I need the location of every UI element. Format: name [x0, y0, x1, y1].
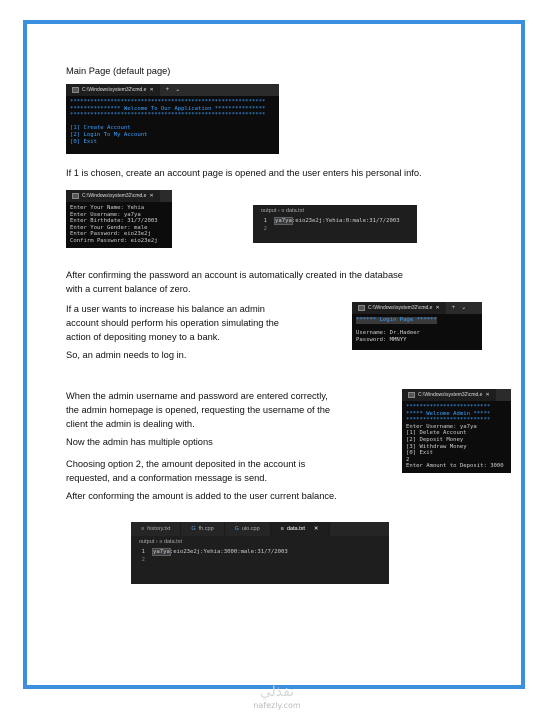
- breadcrumb-folder[interactable]: output: [139, 539, 155, 545]
- code-line[interactable]: [253, 217, 417, 225]
- code-line[interactable]: [253, 225, 417, 233]
- terminal-line: *************************: [406, 404, 491, 410]
- editor-updated-data: [131, 522, 389, 584]
- terminal-line: [1] Create Account: [70, 125, 131, 132]
- terminal-admin-menu: [402, 389, 511, 473]
- line-number: 2: [263, 226, 267, 232]
- terminal-line: *************************: [406, 417, 491, 424]
- terminal-line: [3] Withdraw Money: [406, 443, 467, 450]
- terminal-line: Password: MMNYY: [356, 336, 407, 343]
- terminal-line: **********************************************************: [70, 99, 266, 105]
- cmd-icon: [408, 392, 415, 398]
- line-number: 2: [141, 557, 145, 563]
- terminal-output: [352, 314, 482, 346]
- code-text: :eio23e2j:Yehia:0:male:31/7/2003: [291, 218, 400, 224]
- terminal-line: [0] Exit: [406, 450, 433, 457]
- terminal-titlebar: [352, 302, 482, 314]
- close-icon[interactable]: ✕: [435, 304, 440, 311]
- terminal-line: 2: [406, 456, 410, 463]
- watermark-url: nafezly.com: [253, 701, 301, 710]
- terminal-line: Enter Amount to Deposit: 3000: [406, 463, 504, 470]
- text-balance-added: After conforming the amount is added to the user current balance.: [66, 491, 337, 501]
- terminal-line: [2] Login To My Account: [70, 131, 148, 138]
- breadcrumb-file[interactable]: data.txt: [285, 208, 304, 214]
- highlighted-username: ya7ya: [153, 549, 170, 555]
- text-admin-needed: [66, 302, 279, 344]
- editor-tabs: [131, 522, 389, 536]
- terminal-line: **********************************************************: [70, 112, 266, 119]
- tab-label: history.txt: [147, 526, 171, 532]
- terminal-create-account: [66, 190, 172, 248]
- line-number: 1: [141, 549, 145, 555]
- text-line: client the admin is dealing with.: [66, 419, 195, 429]
- file-icon: ≡: [281, 208, 285, 214]
- text-line: Choosing option 2, the amount deposited in the account is: [66, 459, 306, 469]
- highlighted-username: ya7ya: [275, 218, 292, 224]
- terminal-output: [402, 401, 511, 473]
- terminal-line: Confirm Password: eio23e2j: [70, 237, 158, 244]
- terminal-line: [1] Delete Account: [406, 430, 467, 437]
- text-line: action of depositing money to a bank.: [66, 332, 221, 342]
- editor-data-file: [253, 205, 417, 243]
- text-line: requested, and a conformation message is send.: [66, 473, 268, 483]
- tab-fh-cpp[interactable]: [181, 522, 224, 536]
- terminal-line: Enter Password: eio23e2j: [70, 231, 151, 238]
- terminal-titlebar: [66, 84, 279, 96]
- terminal-line: Enter Your Gender: male: [70, 224, 148, 231]
- text-create-account: If 1 is chosen, create an account page is opened and the user enters his personal info.: [66, 168, 422, 178]
- watermark-arabic: نفذلي: [259, 684, 295, 700]
- terminal-line: [2] Deposit Money: [406, 436, 464, 443]
- terminal-line: Enter Username: ya7ya: [70, 211, 141, 218]
- terminal-main-page: [66, 84, 279, 154]
- text-main-page: Main Page (default page): [66, 66, 171, 76]
- tab-uio-cpp[interactable]: [225, 522, 271, 536]
- cmd-icon: [72, 87, 79, 93]
- tab-history[interactable]: [131, 522, 181, 536]
- close-icon[interactable]: ✕: [485, 391, 490, 398]
- cpp-icon: G: [191, 526, 196, 532]
- terminal-title: C:\Windows\system32\cmd.e: [418, 391, 483, 398]
- text-line: account should perform his operation simulating the: [66, 318, 279, 328]
- terminal-line: Enter Birthdate: 31/7/2003: [70, 218, 158, 225]
- text-admin-login: So, an admin needs to log in.: [66, 350, 187, 360]
- terminal-line: [0] Exit: [70, 138, 97, 145]
- breadcrumb: output › ≡ data.txt: [139, 539, 182, 545]
- tab-label: data.txt: [286, 526, 305, 532]
- terminal-titlebar: [402, 389, 511, 401]
- close-icon[interactable]: ✕: [149, 192, 154, 199]
- line-number: 1: [263, 218, 267, 224]
- text-line: the admin homepage is opened, requesting the username of the: [66, 405, 331, 415]
- terminal-title: C:\Windows\system32\cmd.e: [82, 192, 147, 199]
- terminal-line: Enter Your Name: Yehia: [70, 205, 145, 211]
- text-line: If a user wants to increase his balance an admin: [66, 304, 265, 314]
- file-icon: ≡: [280, 526, 284, 532]
- terminal-line: Enter Username: ya7ya: [406, 423, 477, 430]
- text-option-2: [66, 457, 305, 485]
- cpp-icon: G: [234, 526, 239, 532]
- text-admin-options: Now the admin has multiple options: [66, 437, 213, 447]
- code-line[interactable]: [131, 556, 389, 564]
- text-line: After confirming the password an account is automatically created in the database: [66, 270, 403, 280]
- terminal-line: ***** Welcome Admin *****: [406, 410, 491, 417]
- new-tab-icon[interactable]: +: [165, 86, 170, 93]
- breadcrumb-folder[interactable]: output: [261, 208, 277, 214]
- text-line: When the admin username and password are entered correctly,: [66, 391, 328, 401]
- cmd-icon: [72, 193, 79, 199]
- terminal-titlebar: [66, 190, 172, 202]
- cmd-icon: [358, 305, 365, 311]
- terminal-line: Username: Dr.Hadeer: [356, 330, 420, 337]
- close-icon[interactable]: ✕: [149, 86, 154, 93]
- chevron-down-icon[interactable]: ⌄: [461, 304, 467, 311]
- close-icon[interactable]: ✕: [313, 526, 319, 532]
- text-account-created: [66, 268, 403, 296]
- terminal-line: ****** Login Page ******: [356, 317, 437, 323]
- breadcrumb: output › ≡ data.txt: [261, 208, 304, 214]
- terminal-login-page: [352, 302, 482, 350]
- text-admin-homepage: [66, 389, 330, 431]
- tab-label: fh.cpp: [198, 526, 214, 532]
- terminal-title: C:\Windows\system32\cmd.e: [82, 86, 147, 93]
- breadcrumb-file[interactable]: data.txt: [163, 539, 182, 545]
- text-line: with a current balance of zero.: [66, 284, 191, 294]
- chevron-down-icon[interactable]: ⌄: [175, 86, 181, 93]
- file-icon: ≡: [141, 526, 145, 532]
- terminal-output: [66, 202, 172, 248]
- tab-label: uio.cpp: [241, 526, 260, 532]
- terminal-line: *************** Welcome To Our Application ***************: [70, 105, 266, 112]
- code-text: :eio23e2j:Yehia:3000:male:31/7/2003: [169, 549, 288, 555]
- code-line[interactable]: [131, 548, 389, 556]
- tab-data-txt[interactable]: [271, 522, 330, 536]
- file-icon: ≡: [159, 539, 163, 545]
- terminal-title: C:\Windows\system32\cmd.e: [368, 304, 433, 311]
- new-tab-icon[interactable]: +: [451, 304, 456, 311]
- terminal-output: [66, 96, 279, 148]
